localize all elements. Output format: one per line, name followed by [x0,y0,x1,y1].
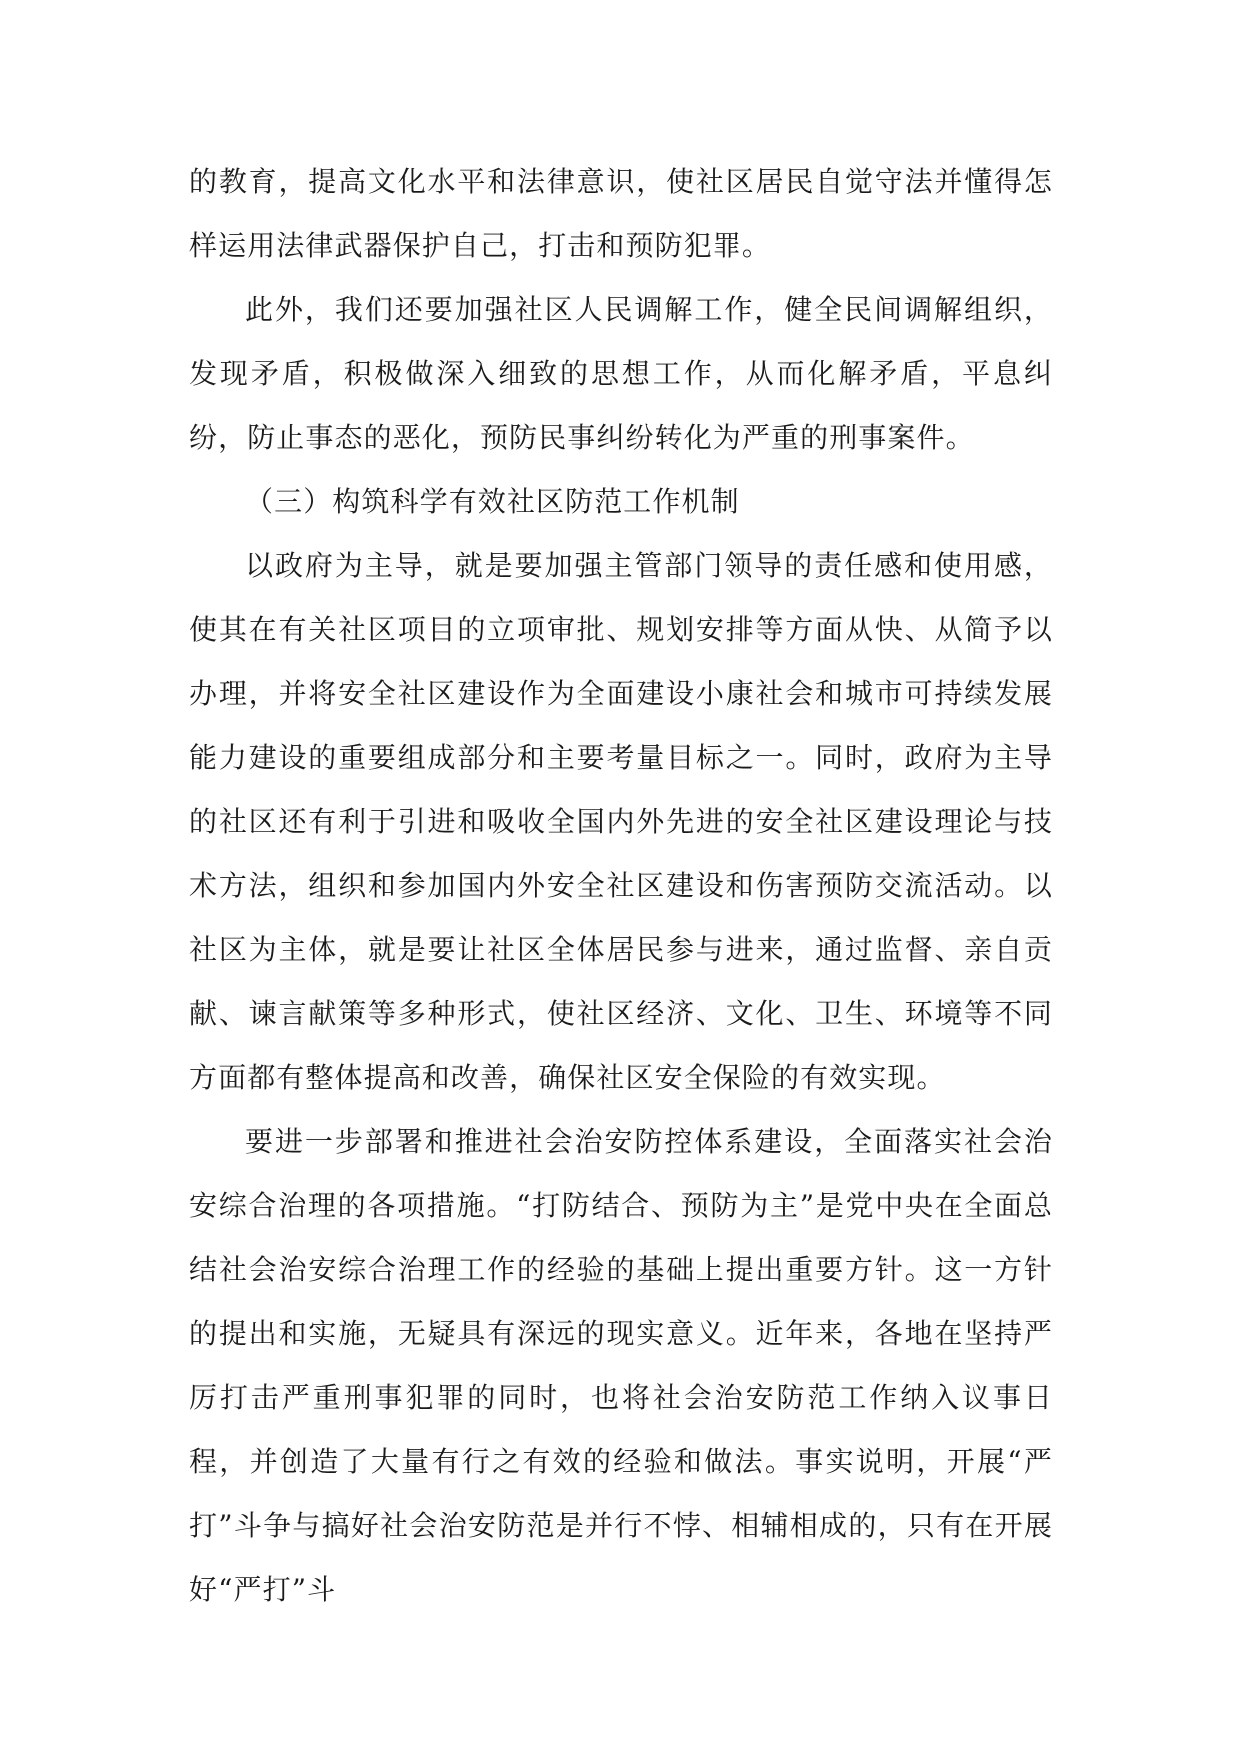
document-page [189,150,1053,1622]
paragraph-mediation: 此外，我们还要加强社区人民调解工作，健全民间调解组织，发现矛盾，积极做深入细致的思想工作，从而化解矛盾，平息纠纷，防止事态的恶化，预防民事纠纷转化为严重的刑事案件。 [189,293,1053,454]
paragraph-government-leadership: 以政府为主导，就是要加强主管部门领导的责任感和使用感，使其在有关社区项目的立项审批、规划安排等方面从快、从简予以办理，并将安全社区建设作为全面建设小康社会和城市可持续发展能力建设的重要组成部分和主要考量目标之一。同时，政府为主导的社区还有利于引进和吸收全国内外先进的安全社区建设理论与技术方法，组织和参加国内外安全社区建设和伤害预防交流活动。以社区为主体，就是要让社区全体居民参与进来，通过监督、亲自贡献、谏言献策等多种形式，使社区经济、文化、卫生、环境等不同方面都有整体提高和改善，确保社区安全保险的有效实现。 [189,549,1053,1094]
paragraph-security-system: 要进一步部署和推进社会治安防控体系建设，全面落实社会治安综合治理的各项措施。“打防结合、预防为主”是党中央在全面总结社会治安综合治理工作的经验的基础上提出重要方针。这一方针的提出和实施，无疑具有深远的现实意义。近年来，各地在坚持严厉打击严重刑事犯罪的同时，也将社会治安防范工作纳入议事日程，并创造了大量有行之有效的经验和做法。事实说明，开展“严打”斗争与搞好社会治安防范是并行不悖、相辅相成的，只有在开展好“严打”斗 [189,1125,1053,1606]
paragraph-continuation: 的教育，提高文化水平和法律意识，使社区居民自觉守法并懂得怎样运用法律武器保护自己，打击和预防犯罪。 [189,165,1053,262]
section-heading-3: （三）构筑科学有效社区防范工作机制 [245,485,740,518]
